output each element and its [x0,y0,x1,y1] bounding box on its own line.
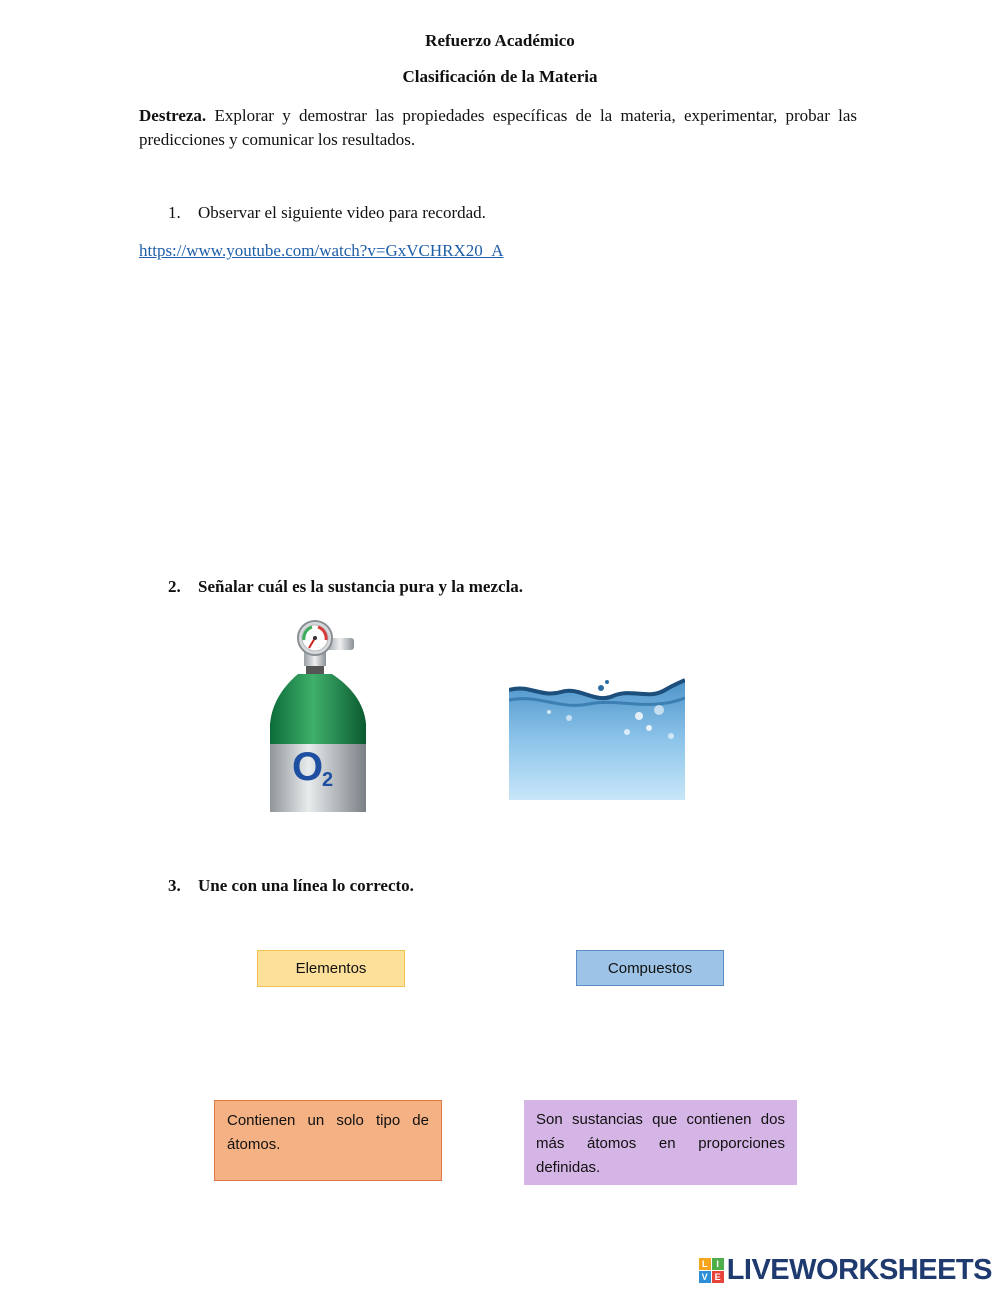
question-3-number: 3. [168,876,181,895]
water-icon [509,676,685,800]
question-2 [168,577,523,597]
logo-letter-i: I [712,1258,724,1270]
oxygen-tank-icon [268,616,368,812]
question-2-text: Señalar cuál es la sustancia pura y la mezcla. [198,577,524,596]
skill-label: Destreza. [139,106,207,125]
logo-letter-v: V [699,1271,711,1283]
skill-text: Explorar y demostrar las propiedades específicas de la materia, experimentar, probar las predicciones y comunicar los resultados. [139,106,858,149]
liveworksheets-logo-icon [699,1258,724,1283]
elementos-box[interactable]: Elementos [257,950,405,987]
page-title: Refuerzo Académico [425,31,575,50]
oxygen-subscript: 2 [322,769,334,791]
single-atom-definition-box[interactable]: Contienen un solo tipo de átomos. [214,1100,442,1181]
question-3-text: Une con una línea lo correcto. [198,876,414,895]
question-1-number: 1. [168,203,181,222]
oxygen-tank-image[interactable] [268,616,368,812]
question-3 [168,876,414,896]
compuestos-box[interactable]: Compuestos [576,950,724,986]
logo-letter-l: L [699,1258,711,1270]
liveworksheets-logo [699,1254,992,1287]
skill-paragraph [139,104,857,152]
video-link[interactable]: https://www.youtube.com/watch?v=GxVCHRX20_A [139,241,504,260]
question-1 [168,203,486,223]
water-image[interactable] [509,676,685,800]
question-2-number: 2. [168,577,181,596]
logo-letter-e: E [712,1271,724,1283]
logo-wordmark: LIVEWORKSHEETS [726,1254,992,1286]
page-subtitle: Clasificación de la Materia [402,67,598,86]
compound-definition-box[interactable]: Son sustancias que contienen dos más átomos en proporciones definidas. [524,1100,797,1185]
question-1-text: Observar el siguiente video para recordad. [198,203,486,222]
oxygen-symbol: O [292,745,324,789]
